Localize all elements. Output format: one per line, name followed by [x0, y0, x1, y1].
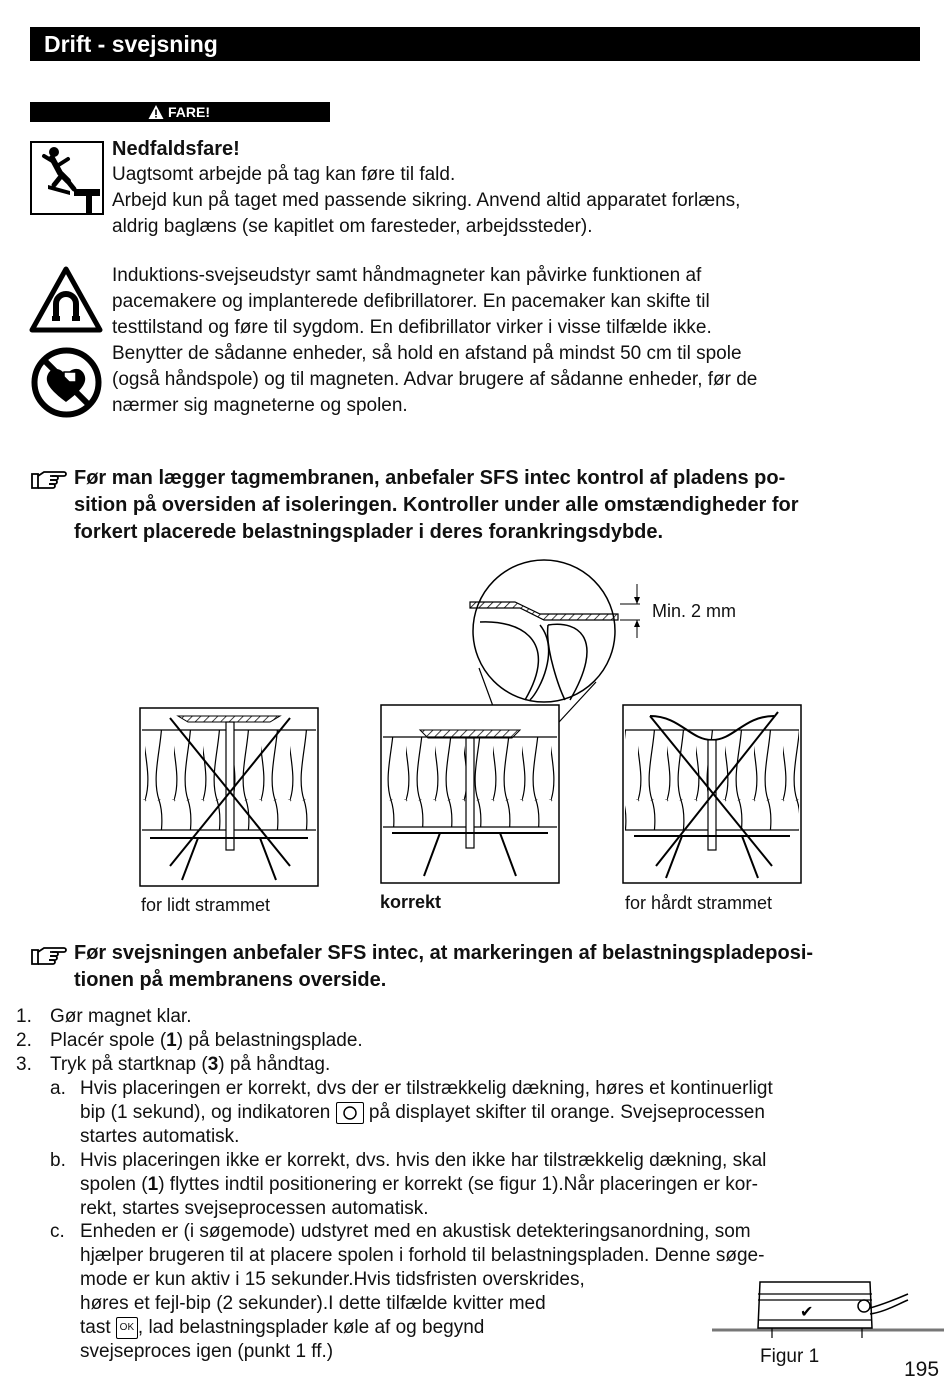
step-text: Gør magnet klar. [50, 1006, 192, 1027]
fall-hazard-line: Arbejd kun på taget med passende sikring. Anvend altid apparatet forlæns, [112, 190, 741, 211]
warning-triangle-icon [148, 104, 164, 120]
note-line: Før man lægger tagmembranen, anbefaler SFS intec kontrol af pladens po- [74, 467, 786, 489]
fall-hazard-title: Nedfaldsfare! [112, 138, 240, 160]
substep-letter: c. [50, 1221, 65, 1242]
panel-too-tight [623, 705, 801, 883]
no-pacemaker-icon [30, 346, 103, 419]
note-line: sition på oversiden af isoleringen. Kontroller under alle omstændigheder for [74, 494, 799, 516]
substep-line: rekt, startes svejseprocessen automatisk. [80, 1198, 429, 1219]
list-item [50, 1149, 940, 1221]
panel-correct [381, 705, 559, 883]
fall-hazard-icon [30, 141, 104, 215]
substep-line: spolen (1) flyttes indtil positionering er korrekt (se figur 1).Når placeringen er kor- [80, 1174, 758, 1195]
magnet-warning-line: testtilstand og føre til sygdom. En defibrillator virker i visse tilfælde ikke. [112, 317, 712, 338]
magnetic-field-warning-icon [29, 266, 103, 334]
page-title: Drift - svejsning [30, 27, 920, 61]
substep-line: Hvis placeringen er korrekt, dvs der er tilstrækkelig dækning, høres et kontinuerligt [80, 1078, 773, 1099]
magnet-warning-line: pacemakere og implanterede defibrillatorer. En pacemaker kan skifte til [112, 291, 710, 312]
danger-label-bar [30, 102, 330, 122]
substep-line: mode er kun aktiv i 15 sekunder.Hvis tidsfristen overskrides, [80, 1269, 585, 1290]
step-number: 3. [16, 1054, 32, 1075]
list-item [50, 1077, 940, 1149]
ok-key-icon: OK [116, 1317, 138, 1339]
svg-text:✔: ✔ [800, 1302, 814, 1321]
step-number: 2. [16, 1030, 32, 1051]
min-dimension-label: Min. 2 mm [652, 601, 737, 621]
list-item [16, 1005, 936, 1029]
substep-letter: a. [50, 1078, 66, 1099]
indicator-icon [336, 1102, 364, 1124]
list-item [16, 1029, 936, 1053]
substep-line: tast OK , lad belastningsplader køle af og begynd [80, 1317, 485, 1338]
step-text: Tryk på startknap (3) på håndtag. [50, 1054, 331, 1075]
danger-label: FARE! [168, 104, 210, 120]
substep-line: svejseproces igen (punkt 1 ff.) [80, 1341, 334, 1362]
pointing-hand-icon [30, 466, 68, 492]
coil-device-figure [712, 1276, 944, 1344]
magnet-warning-line: (også håndspole) og til magneten. Advar brugere af sådanne enheder, før de [112, 369, 758, 390]
substep-letter: b. [50, 1150, 66, 1171]
magnet-warning-line: Benytter de sådanne enheder, så hold en afstand på mindst 50 cm til spole [112, 343, 742, 364]
page-number: 195 [904, 1358, 940, 1381]
substep-line: høres et fejl-bip (2 sekunder).I dette tilfælde kvitter med [80, 1293, 546, 1314]
pointing-hand-icon [30, 942, 68, 968]
magnet-warning-line: nærmer sig magneterne og spolen. [112, 395, 408, 416]
substep-line: Enheden er (i søgemode) udstyret med en akustisk detekteringsanordning, som [80, 1221, 751, 1242]
load-plate-placement-figure [135, 548, 815, 893]
figure-1-caption: Figur 1 [760, 1346, 820, 1367]
fall-hazard-line: Uagtsomt arbejde på tag kan føre til fald. [112, 164, 456, 185]
substep-line: hjælper brugeren til at placere spolen i forhold til belastningspladen. Denne søge- [80, 1245, 765, 1266]
list-item [16, 1053, 936, 1077]
substep-line: bip (1 sekund), og indikatoren på displayet skifter til orange. Svejseprocessen [80, 1102, 765, 1123]
note-line: Før svejsningen anbefaler SFS intec, at markeringen af belastningspladeposi- [74, 942, 814, 964]
caption-correct: korrekt [380, 892, 442, 912]
note-line: tionen på membranens overside. [74, 969, 387, 991]
step-number: 1. [16, 1006, 32, 1027]
caption-too-loose: for lidt strammet [141, 895, 271, 915]
magnet-warning-line: Induktions-svejseudstyr samt håndmagneter kan påvirke funktionen af [112, 265, 702, 286]
substep-line: Hvis placeringen ikke er korrekt, dvs. hvis den ikke har tilstrækkelig dækning, skal [80, 1150, 767, 1171]
panel-too-loose [140, 708, 318, 886]
step-text: Placér spole (1) på belastningsplade. [50, 1030, 363, 1051]
fall-hazard-line: aldrig baglæns (se kapitlet om faresteder, arbejdssteder). [112, 216, 593, 237]
substep-line: startes automatisk. [80, 1126, 240, 1147]
note-line: forkert placerede belastningsplader i deres forankringsdybde. [74, 521, 664, 543]
caption-too-tight: for hårdt strammet [625, 893, 773, 913]
